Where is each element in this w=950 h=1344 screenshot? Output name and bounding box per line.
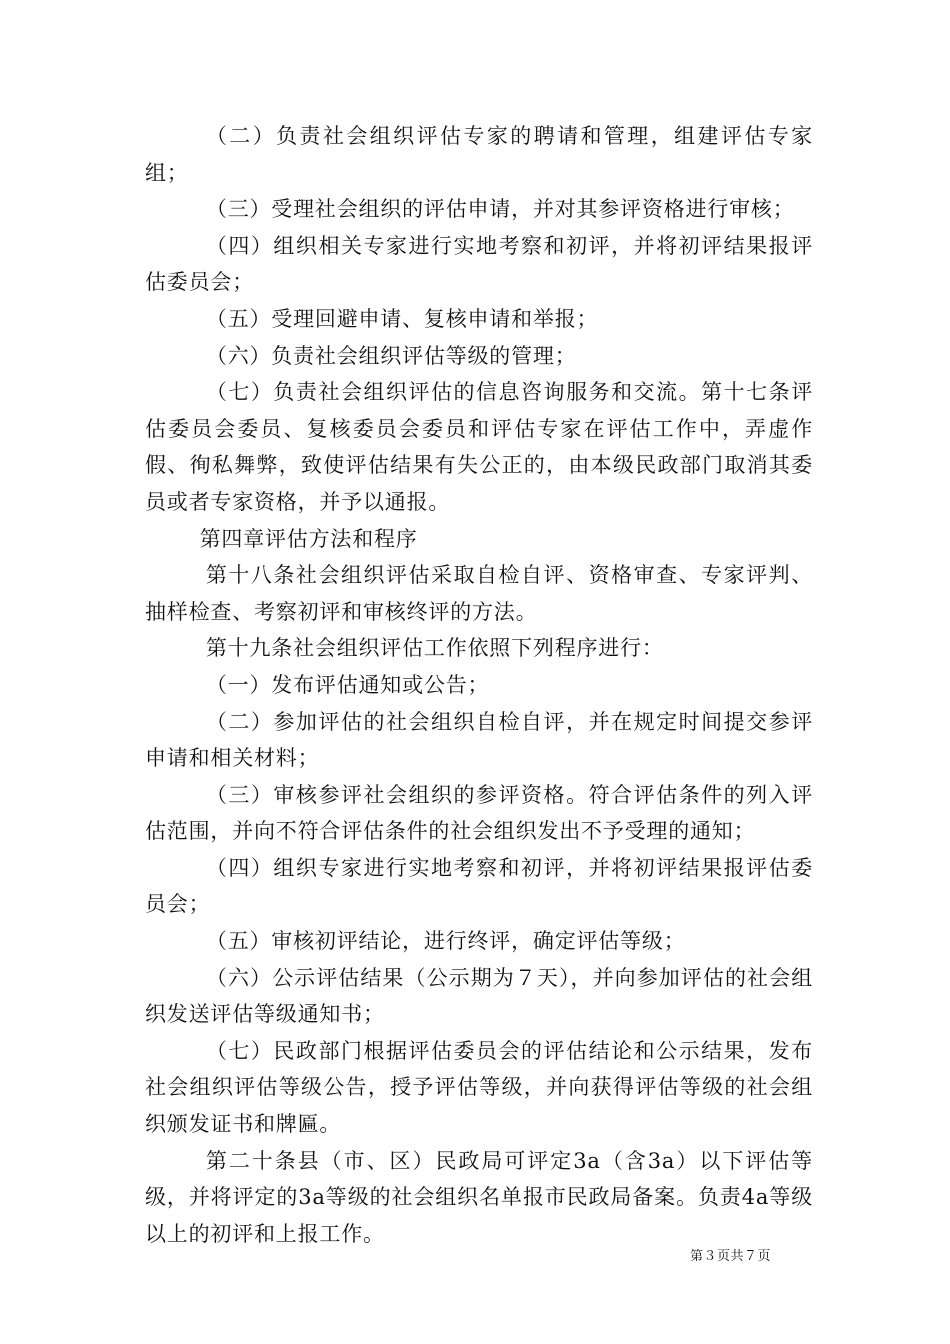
article-19: 第十九条社会组织评估工作依照下列程序进行：	[205, 636, 664, 661]
paragraph-item-2: （二）负责社会组织评估专家的聘请和管理，组建评估专家组；	[145, 124, 813, 185]
article-20: 第二十条县（市、区）民政局可评定3a（含3a）以下评估等级，并将评定的3a等级的社会组织名单报市民政局备案。负责4a等级以上的初评和上报工作。	[145, 1148, 813, 1246]
document-body	[145, 118, 813, 1252]
page-number-footer: 第３页共７页	[690, 1249, 772, 1264]
paragraph-item-6: （六）负责社会组织评估等级的管理；	[205, 343, 577, 368]
paragraph-item-3: （三）受理社会组织的评估申请，并对其参评资格进行审核；	[205, 197, 795, 222]
paragraph-item-7-article-17: （七）负责社会组织评估的信息咨询服务和交流。第十七条评估委员会委员、复核委员会委员和评估专家在评估工作中，弄虚作假、徇私舞弊，致使评估结果有失公正的，由本级民政部门取消其委员或者专家资格，并予以通报。	[145, 380, 813, 514]
procedure-step-4: （四）组织专家进行实地考察和初评，并将初评结果报评估委员会；	[145, 855, 813, 917]
procedure-step-2: （二）参加评估的社会组织自检自评，并在规定时间提交参评申请和相关材料；	[145, 709, 813, 771]
chapter-heading: 第四章评估方法和程序	[199, 526, 418, 551]
procedure-step-7: （七）民政部门根据评估委员会的评估结论和公示结果，发布社会组织评估等级公告，授予评估等级，并向获得评估等级的社会组织颁发证书和牌匾。	[145, 1038, 813, 1137]
procedure-step-3: （三）审核参评社会组织的参评资格。符合评估条件的列入评估范围，并向不符合评估条件的社会组织发出不予受理的通知；	[145, 782, 813, 844]
procedure-step-1: （一）发布评估通知或公告；	[205, 672, 490, 697]
article-18: 第十八条社会组织评估采取自检自评、资格审查、专家评判、抽样检查、考察初评和审核终评的方法。	[145, 563, 813, 624]
paragraph-item-5: （五）受理回避申请、复核申请和举报；	[205, 306, 599, 331]
procedure-step-6: （六）公示评估结果（公示期为７天），并向参加评估的社会组织发送评估等级通知书；	[145, 965, 813, 1027]
procedure-step-5: （五）审核初评结论，进行终评，确定评估等级；	[205, 929, 686, 954]
paragraph-item-4: （四）组织相关专家进行实地考察和初评，并将初评结果报评估委员会；	[145, 233, 813, 295]
